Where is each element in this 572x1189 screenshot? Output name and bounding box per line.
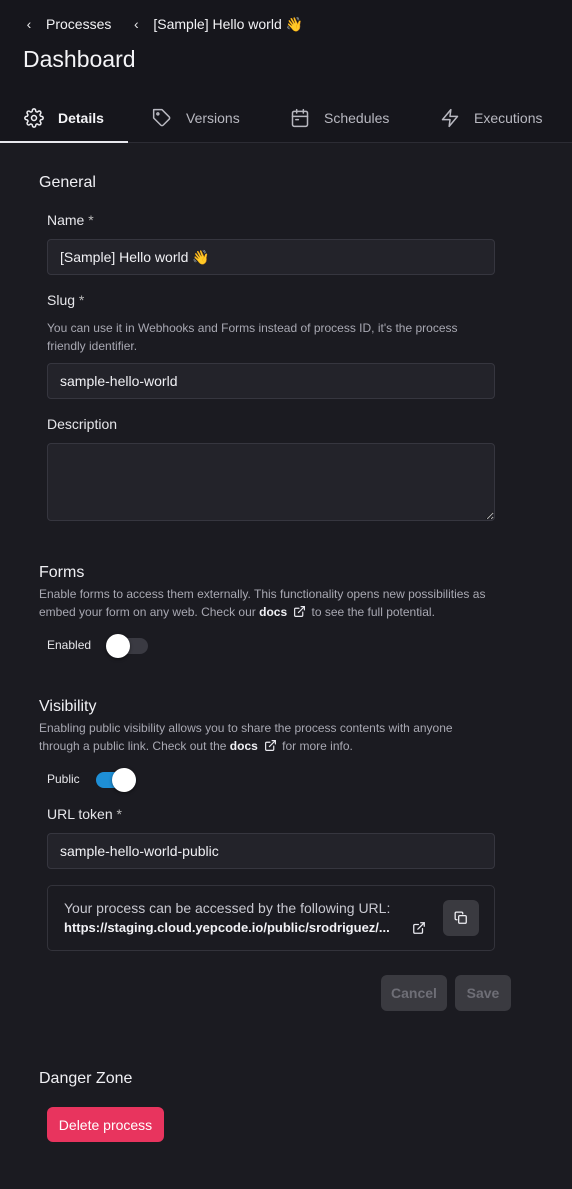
general-section-title: General [39,174,96,191]
tab-executions[interactable] [440,92,542,143]
description-label: Description [47,416,118,432]
description-textarea[interactable] [47,443,495,521]
tab-label: Versions [186,109,240,126]
external-link-icon[interactable] [412,921,426,935]
tab-versions[interactable] [152,92,240,143]
required-marker: * [116,806,122,822]
breadcrumb-item-process[interactable] [131,16,303,33]
visibility-public-label: Public [47,772,80,786]
slug-input[interactable] [47,363,495,399]
name-label-text: Name [47,212,85,228]
toggle-knob [112,768,136,792]
name-input-value: [Sample] Hello world 👋 [60,248,210,265]
public-url-link[interactable]: https://staging.cloud.yepcode.io/public/srodriguez/... [64,920,390,935]
forms-section-title: Forms [39,564,85,581]
slug-help-text: You can use it in Webhooks and Forms instead of process ID, it's the process friendly identifier. [47,321,458,353]
external-link-icon[interactable] [264,739,277,752]
visibility-docs-link[interactable]: docs [229,739,258,753]
external-link-icon[interactable] [293,605,306,618]
forms-help-after: to see the full potential. [311,605,435,619]
url-token-input[interactable] [47,833,495,869]
breadcrumb-item-processes[interactable] [24,16,111,32]
forms-enabled-label: Enabled [47,638,92,652]
toggle-knob [106,634,130,658]
details-card [0,143,572,1189]
name-input[interactable] [47,239,495,275]
calendar-icon [290,108,310,128]
name-label [47,212,94,228]
delete-process-button[interactable]: Delete process [47,1107,164,1142]
forms-help-text [39,585,509,621]
slug-input-value: sample-hello-world [60,373,178,389]
url-token-label [47,806,122,822]
public-url-box [47,885,495,951]
slug-label [47,292,84,308]
cancel-button[interactable]: Cancel [381,975,447,1011]
visibility-help-before: Enabling public visibility allows you to share the process contents with anyone through a public link. Check out the [39,721,453,753]
url-token-input-value: sample-hello-world-public [60,843,219,859]
save-button[interactable]: Save [455,975,511,1011]
required-marker: * [88,212,94,228]
visibility-help-after: for more info. [282,739,353,753]
visibility-help-text [39,719,479,755]
forms-enabled-toggle[interactable] [104,633,150,659]
tag-icon [152,108,172,128]
slug-label-text: Slug [47,292,76,308]
chevron-left-icon: ‹ [26,16,32,32]
tab-label: Details [58,109,104,126]
chevron-left-icon: ‹ [134,16,139,32]
gear-icon [24,108,44,128]
page-title: Dashboard [23,46,136,72]
lightning-icon [440,108,460,128]
breadcrumb [24,14,323,34]
breadcrumb-label[interactable]: Processes [46,16,112,32]
visibility-section-title: Visibility [39,698,97,715]
tab-details[interactable] [24,92,104,143]
tab-label: Schedules [324,109,390,126]
forms-docs-link[interactable]: docs [259,605,288,619]
copy-icon [454,911,468,925]
copy-url-button[interactable] [443,900,479,936]
forms-help-before: Enable forms to access them externally. This functionality opens new possibilities as embed your form on any web. Check our [39,587,486,619]
url-token-label-text: URL token [47,806,113,822]
tab-label: Executions [474,109,543,126]
public-url-caption: Your process can be accessed by the following URL: [64,900,391,916]
visibility-public-toggle[interactable] [94,767,140,793]
tab-bar [0,92,572,143]
breadcrumb-label[interactable]: [Sample] Hello world 👋 [153,15,304,32]
required-marker: * [78,292,85,308]
tab-schedules[interactable] [290,92,389,143]
danger-zone-title: Danger Zone [39,1070,133,1087]
